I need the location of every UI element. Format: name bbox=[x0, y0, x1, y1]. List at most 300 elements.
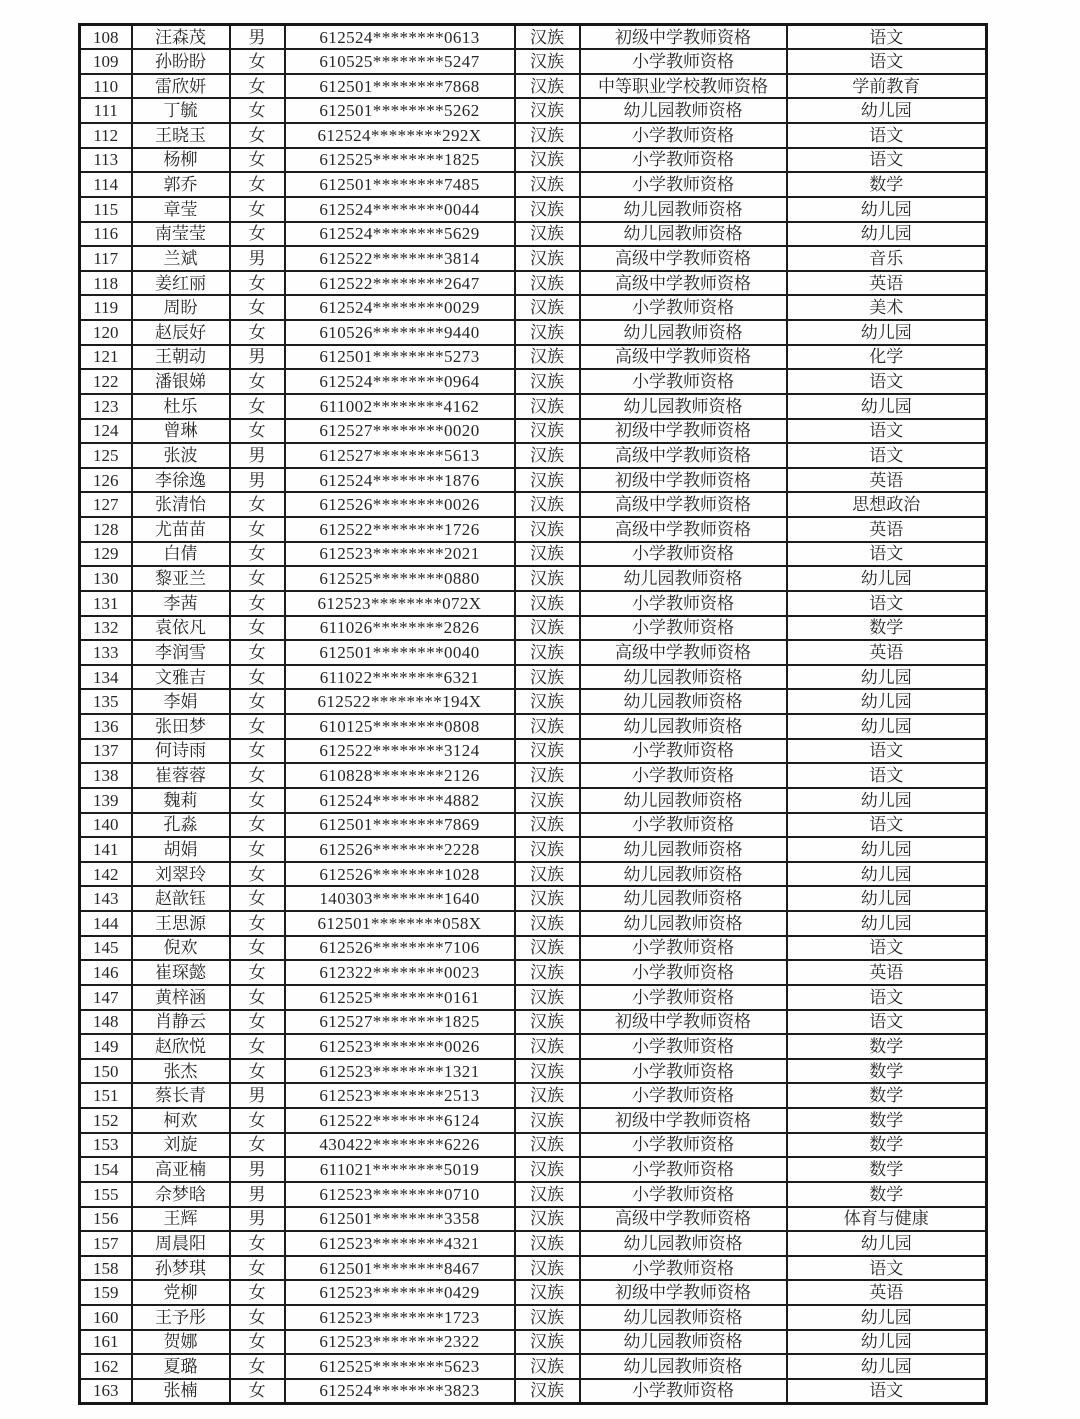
name-cell: 文雅吉 bbox=[132, 665, 230, 690]
name-cell: 尤苗苗 bbox=[132, 517, 230, 542]
table-row bbox=[80, 640, 987, 665]
qualification-type-cell: 幼儿园教师资格 bbox=[580, 98, 787, 123]
qualification-type-cell: 小学教师资格 bbox=[580, 591, 787, 616]
name-cell: 杜乐 bbox=[132, 394, 230, 419]
gender-cell: 女 bbox=[230, 1034, 285, 1059]
gender-cell: 女 bbox=[230, 1133, 285, 1158]
name-cell: 肖静云 bbox=[132, 1010, 230, 1035]
teacher-qualification-table bbox=[78, 23, 988, 1405]
qualification-type-cell: 初级中学教师资格 bbox=[580, 25, 787, 50]
name-cell: 李茜 bbox=[132, 591, 230, 616]
id-number-cell: 612527********5613 bbox=[285, 443, 515, 468]
ethnicity-cell: 汉族 bbox=[515, 172, 580, 197]
qualification-type-cell: 小学教师资格 bbox=[580, 148, 787, 173]
subject-cell: 语文 bbox=[787, 419, 987, 444]
row-number-cell: 150 bbox=[80, 1059, 132, 1084]
table-row bbox=[80, 1231, 987, 1256]
row-number-cell: 113 bbox=[80, 148, 132, 173]
qualification-type-cell: 小学教师资格 bbox=[580, 763, 787, 788]
name-cell: 王朝动 bbox=[132, 345, 230, 370]
subject-cell: 幼儿园 bbox=[787, 862, 987, 887]
row-number-cell: 131 bbox=[80, 591, 132, 616]
subject-cell: 语文 bbox=[787, 739, 987, 764]
id-number-cell: 610526********9440 bbox=[285, 320, 515, 345]
ethnicity-cell: 汉族 bbox=[515, 886, 580, 911]
ethnicity-cell: 汉族 bbox=[515, 222, 580, 247]
ethnicity-cell: 汉族 bbox=[515, 246, 580, 271]
subject-cell: 学前教育 bbox=[787, 74, 987, 99]
table-row bbox=[80, 98, 987, 123]
ethnicity-cell: 汉族 bbox=[515, 591, 580, 616]
qualification-type-cell: 幼儿园教师资格 bbox=[580, 1305, 787, 1330]
table-row bbox=[80, 369, 987, 394]
subject-cell: 幼儿园 bbox=[787, 394, 987, 419]
row-number-cell: 160 bbox=[80, 1305, 132, 1330]
ethnicity-cell: 汉族 bbox=[515, 689, 580, 714]
id-number-cell: 612501********0040 bbox=[285, 640, 515, 665]
qualification-type-cell: 小学教师资格 bbox=[580, 542, 787, 567]
id-number-cell: 612526********2228 bbox=[285, 837, 515, 862]
row-number-cell: 159 bbox=[80, 1280, 132, 1305]
table-row bbox=[80, 197, 987, 222]
name-cell: 赵辰好 bbox=[132, 320, 230, 345]
id-number-cell: 611026********2826 bbox=[285, 616, 515, 641]
id-number-cell: 610828********2126 bbox=[285, 763, 515, 788]
name-cell: 杨柳 bbox=[132, 148, 230, 173]
gender-cell: 女 bbox=[230, 1256, 285, 1281]
ethnicity-cell: 汉族 bbox=[515, 98, 580, 123]
row-number-cell: 158 bbox=[80, 1256, 132, 1281]
gender-cell: 女 bbox=[230, 591, 285, 616]
subject-cell: 语文 bbox=[787, 25, 987, 50]
row-number-cell: 148 bbox=[80, 1010, 132, 1035]
qualification-type-cell: 幼儿园教师资格 bbox=[580, 320, 787, 345]
gender-cell: 女 bbox=[230, 1231, 285, 1256]
name-cell: 白倩 bbox=[132, 542, 230, 567]
ethnicity-cell: 汉族 bbox=[515, 1133, 580, 1158]
table-row bbox=[80, 1330, 987, 1355]
name-cell: 王辉 bbox=[132, 1207, 230, 1232]
gender-cell: 女 bbox=[230, 222, 285, 247]
table-row bbox=[80, 1059, 987, 1084]
subject-cell: 语文 bbox=[787, 1010, 987, 1035]
subject-cell: 语文 bbox=[787, 1256, 987, 1281]
name-cell: 赵歆钰 bbox=[132, 886, 230, 911]
subject-cell: 幼儿园 bbox=[787, 665, 987, 690]
row-number-cell: 155 bbox=[80, 1182, 132, 1207]
name-cell: 南莹莹 bbox=[132, 222, 230, 247]
gender-cell: 女 bbox=[230, 492, 285, 517]
gender-cell: 女 bbox=[230, 1354, 285, 1379]
row-number-cell: 129 bbox=[80, 542, 132, 567]
subject-cell: 幼儿园 bbox=[787, 197, 987, 222]
gender-cell: 男 bbox=[230, 246, 285, 271]
table-row bbox=[80, 443, 987, 468]
qualification-type-cell: 小学教师资格 bbox=[580, 985, 787, 1010]
row-number-cell: 147 bbox=[80, 985, 132, 1010]
ethnicity-cell: 汉族 bbox=[515, 714, 580, 739]
qualification-type-cell: 初级中学教师资格 bbox=[580, 1108, 787, 1133]
name-cell: 李娟 bbox=[132, 689, 230, 714]
row-number-cell: 110 bbox=[80, 74, 132, 99]
gender-cell: 女 bbox=[230, 985, 285, 1010]
ethnicity-cell: 汉族 bbox=[515, 123, 580, 148]
subject-cell: 幼儿园 bbox=[787, 1330, 987, 1355]
subject-cell: 化学 bbox=[787, 345, 987, 370]
id-number-cell: 612527********0020 bbox=[285, 419, 515, 444]
row-number-cell: 151 bbox=[80, 1083, 132, 1108]
qualification-type-cell: 小学教师资格 bbox=[580, 49, 787, 74]
gender-cell: 男 bbox=[230, 443, 285, 468]
id-number-cell: 612501********7869 bbox=[285, 813, 515, 838]
name-cell: 柯欢 bbox=[132, 1108, 230, 1133]
table-row bbox=[80, 123, 987, 148]
subject-cell: 幼儿园 bbox=[787, 886, 987, 911]
qualification-type-cell: 小学教师资格 bbox=[580, 936, 787, 961]
name-cell: 孙盼盼 bbox=[132, 49, 230, 74]
row-number-cell: 115 bbox=[80, 197, 132, 222]
row-number-cell: 119 bbox=[80, 295, 132, 320]
qualification-type-cell: 小学教师资格 bbox=[580, 616, 787, 641]
id-number-cell: 612523********2322 bbox=[285, 1330, 515, 1355]
id-number-cell: 612523********1723 bbox=[285, 1305, 515, 1330]
gender-cell: 女 bbox=[230, 517, 285, 542]
gender-cell: 女 bbox=[230, 394, 285, 419]
row-number-cell: 139 bbox=[80, 788, 132, 813]
row-number-cell: 127 bbox=[80, 492, 132, 517]
table-row bbox=[80, 960, 987, 985]
gender-cell: 女 bbox=[230, 295, 285, 320]
gender-cell: 女 bbox=[230, 1108, 285, 1133]
qualification-type-cell: 幼儿园教师资格 bbox=[580, 197, 787, 222]
subject-cell: 英语 bbox=[787, 960, 987, 985]
row-number-cell: 137 bbox=[80, 739, 132, 764]
qualification-type-cell: 小学教师资格 bbox=[580, 1133, 787, 1158]
id-number-cell: 612525********0880 bbox=[285, 566, 515, 591]
ethnicity-cell: 汉族 bbox=[515, 1157, 580, 1182]
ethnicity-cell: 汉族 bbox=[515, 1354, 580, 1379]
id-number-cell: 612523********2513 bbox=[285, 1083, 515, 1108]
gender-cell: 女 bbox=[230, 714, 285, 739]
table-row bbox=[80, 665, 987, 690]
table-row bbox=[80, 1280, 987, 1305]
ethnicity-cell: 汉族 bbox=[515, 616, 580, 641]
table-row bbox=[80, 345, 987, 370]
qualification-type-cell: 高级中学教师资格 bbox=[580, 517, 787, 542]
subject-cell: 数学 bbox=[787, 1059, 987, 1084]
subject-cell: 数学 bbox=[787, 616, 987, 641]
id-number-cell: 612523********072X bbox=[285, 591, 515, 616]
subject-cell: 幼儿园 bbox=[787, 714, 987, 739]
subject-cell: 数学 bbox=[787, 1157, 987, 1182]
gender-cell: 女 bbox=[230, 271, 285, 296]
table-row bbox=[80, 542, 987, 567]
table-row bbox=[80, 886, 987, 911]
ethnicity-cell: 汉族 bbox=[515, 1059, 580, 1084]
table-row bbox=[80, 911, 987, 936]
id-number-cell: 612523********0710 bbox=[285, 1182, 515, 1207]
ethnicity-cell: 汉族 bbox=[515, 1305, 580, 1330]
table-row bbox=[80, 763, 987, 788]
gender-cell: 女 bbox=[230, 960, 285, 985]
subject-cell: 幼儿园 bbox=[787, 788, 987, 813]
name-cell: 张楠 bbox=[132, 1379, 230, 1404]
subject-cell: 数学 bbox=[787, 1034, 987, 1059]
table-row bbox=[80, 320, 987, 345]
gender-cell: 男 bbox=[230, 1083, 285, 1108]
subject-cell: 语文 bbox=[787, 985, 987, 1010]
qualification-type-cell: 幼儿园教师资格 bbox=[580, 837, 787, 862]
table-row bbox=[80, 1354, 987, 1379]
id-number-cell: 612526********0026 bbox=[285, 492, 515, 517]
qualification-type-cell: 小学教师资格 bbox=[580, 739, 787, 764]
gender-cell: 女 bbox=[230, 566, 285, 591]
qualification-type-cell: 小学教师资格 bbox=[580, 369, 787, 394]
row-number-cell: 124 bbox=[80, 419, 132, 444]
row-number-cell: 109 bbox=[80, 49, 132, 74]
gender-cell: 男 bbox=[230, 25, 285, 50]
table-row bbox=[80, 222, 987, 247]
ethnicity-cell: 汉族 bbox=[515, 1108, 580, 1133]
table-row bbox=[80, 172, 987, 197]
subject-cell: 幼儿园 bbox=[787, 1231, 987, 1256]
ethnicity-cell: 汉族 bbox=[515, 345, 580, 370]
qualification-type-cell: 幼儿园教师资格 bbox=[580, 222, 787, 247]
ethnicity-cell: 汉族 bbox=[515, 25, 580, 50]
subject-cell: 数学 bbox=[787, 172, 987, 197]
gender-cell: 女 bbox=[230, 148, 285, 173]
id-number-cell: 612527********1825 bbox=[285, 1010, 515, 1035]
row-number-cell: 140 bbox=[80, 813, 132, 838]
ethnicity-cell: 汉族 bbox=[515, 788, 580, 813]
id-number-cell: 612501********8467 bbox=[285, 1256, 515, 1281]
subject-cell: 体育与健康 bbox=[787, 1207, 987, 1232]
ethnicity-cell: 汉族 bbox=[515, 419, 580, 444]
gender-cell: 女 bbox=[230, 862, 285, 887]
id-number-cell: 612524********292X bbox=[285, 123, 515, 148]
id-number-cell: 612501********3358 bbox=[285, 1207, 515, 1232]
subject-cell: 语文 bbox=[787, 369, 987, 394]
name-cell: 孔淼 bbox=[132, 813, 230, 838]
qualification-type-cell: 高级中学教师资格 bbox=[580, 246, 787, 271]
id-number-cell: 612523********1321 bbox=[285, 1059, 515, 1084]
gender-cell: 男 bbox=[230, 1207, 285, 1232]
qualification-type-cell: 幼儿园教师资格 bbox=[580, 689, 787, 714]
gender-cell: 女 bbox=[230, 1305, 285, 1330]
name-cell: 黄梓涵 bbox=[132, 985, 230, 1010]
name-cell: 佘梦晗 bbox=[132, 1182, 230, 1207]
ethnicity-cell: 汉族 bbox=[515, 148, 580, 173]
name-cell: 崔琛懿 bbox=[132, 960, 230, 985]
table-row bbox=[80, 517, 987, 542]
qualification-type-cell: 高级中学教师资格 bbox=[580, 443, 787, 468]
gender-cell: 男 bbox=[230, 345, 285, 370]
qualification-type-cell: 小学教师资格 bbox=[580, 1182, 787, 1207]
qualification-type-cell: 小学教师资格 bbox=[580, 295, 787, 320]
row-number-cell: 122 bbox=[80, 369, 132, 394]
ethnicity-cell: 汉族 bbox=[515, 1231, 580, 1256]
row-number-cell: 118 bbox=[80, 271, 132, 296]
subject-cell: 语文 bbox=[787, 542, 987, 567]
ethnicity-cell: 汉族 bbox=[515, 295, 580, 320]
ethnicity-cell: 汉族 bbox=[515, 1182, 580, 1207]
ethnicity-cell: 汉族 bbox=[515, 813, 580, 838]
name-cell: 汪森茂 bbox=[132, 25, 230, 50]
subject-cell: 语文 bbox=[787, 443, 987, 468]
id-number-cell: 612501********7485 bbox=[285, 172, 515, 197]
subject-cell: 英语 bbox=[787, 271, 987, 296]
ethnicity-cell: 汉族 bbox=[515, 1010, 580, 1035]
id-number-cell: 612523********0429 bbox=[285, 1280, 515, 1305]
id-number-cell: 612525********0161 bbox=[285, 985, 515, 1010]
qualification-type-cell: 幼儿园教师资格 bbox=[580, 665, 787, 690]
gender-cell: 男 bbox=[230, 468, 285, 493]
gender-cell: 女 bbox=[230, 763, 285, 788]
subject-cell: 音乐 bbox=[787, 246, 987, 271]
gender-cell: 女 bbox=[230, 542, 285, 567]
id-number-cell: 612522********194X bbox=[285, 689, 515, 714]
row-number-cell: 149 bbox=[80, 1034, 132, 1059]
gender-cell: 女 bbox=[230, 1010, 285, 1035]
id-number-cell: 612524********0044 bbox=[285, 197, 515, 222]
row-number-cell: 141 bbox=[80, 837, 132, 862]
name-cell: 孙梦琪 bbox=[132, 1256, 230, 1281]
table-row bbox=[80, 813, 987, 838]
id-number-cell: 612524********4882 bbox=[285, 788, 515, 813]
qualification-type-cell: 幼儿园教师资格 bbox=[580, 566, 787, 591]
ethnicity-cell: 汉族 bbox=[515, 1083, 580, 1108]
gender-cell: 女 bbox=[230, 98, 285, 123]
qualification-type-cell: 小学教师资格 bbox=[580, 123, 787, 148]
ethnicity-cell: 汉族 bbox=[515, 443, 580, 468]
row-number-cell: 154 bbox=[80, 1157, 132, 1182]
table-row bbox=[80, 1010, 987, 1035]
ethnicity-cell: 汉族 bbox=[515, 763, 580, 788]
qualification-type-cell: 幼儿园教师资格 bbox=[580, 1231, 787, 1256]
id-number-cell: 612522********1726 bbox=[285, 517, 515, 542]
id-number-cell: 612501********7868 bbox=[285, 74, 515, 99]
row-number-cell: 142 bbox=[80, 862, 132, 887]
name-cell: 兰斌 bbox=[132, 246, 230, 271]
subject-cell: 语文 bbox=[787, 591, 987, 616]
table-row bbox=[80, 295, 987, 320]
name-cell: 王予彤 bbox=[132, 1305, 230, 1330]
id-number-cell: 611002********4162 bbox=[285, 394, 515, 419]
row-number-cell: 138 bbox=[80, 763, 132, 788]
qualification-type-cell: 中等职业学校教师资格 bbox=[580, 74, 787, 99]
qualification-type-cell: 小学教师资格 bbox=[580, 1083, 787, 1108]
subject-cell: 数学 bbox=[787, 1133, 987, 1158]
row-number-cell: 161 bbox=[80, 1330, 132, 1355]
ethnicity-cell: 汉族 bbox=[515, 394, 580, 419]
id-number-cell: 610525********5247 bbox=[285, 49, 515, 74]
name-cell: 张田梦 bbox=[132, 714, 230, 739]
row-number-cell: 152 bbox=[80, 1108, 132, 1133]
name-cell: 刘旋 bbox=[132, 1133, 230, 1158]
table-row bbox=[80, 1034, 987, 1059]
id-number-cell: 612525********1825 bbox=[285, 148, 515, 173]
row-number-cell: 123 bbox=[80, 394, 132, 419]
qualification-type-cell: 幼儿园教师资格 bbox=[580, 862, 787, 887]
name-cell: 周盼 bbox=[132, 295, 230, 320]
id-number-cell: 612522********3124 bbox=[285, 739, 515, 764]
row-number-cell: 133 bbox=[80, 640, 132, 665]
gender-cell: 女 bbox=[230, 689, 285, 714]
qualification-type-cell: 高级中学教师资格 bbox=[580, 1207, 787, 1232]
name-cell: 李润雪 bbox=[132, 640, 230, 665]
subject-cell: 数学 bbox=[787, 1182, 987, 1207]
name-cell: 曾琳 bbox=[132, 419, 230, 444]
gender-cell: 女 bbox=[230, 788, 285, 813]
table-row bbox=[80, 616, 987, 641]
gender-cell: 女 bbox=[230, 640, 285, 665]
id-number-cell: 612523********2021 bbox=[285, 542, 515, 567]
id-number-cell: 612524********3823 bbox=[285, 1379, 515, 1404]
subject-cell: 幼儿园 bbox=[787, 1354, 987, 1379]
ethnicity-cell: 汉族 bbox=[515, 1207, 580, 1232]
name-cell: 袁依凡 bbox=[132, 616, 230, 641]
row-number-cell: 132 bbox=[80, 616, 132, 641]
table-row bbox=[80, 1083, 987, 1108]
subject-cell: 数学 bbox=[787, 1083, 987, 1108]
row-number-cell: 120 bbox=[80, 320, 132, 345]
gender-cell: 女 bbox=[230, 197, 285, 222]
id-number-cell: 612526********7106 bbox=[285, 936, 515, 961]
subject-cell: 幼儿园 bbox=[787, 1305, 987, 1330]
id-number-cell: 612523********0026 bbox=[285, 1034, 515, 1059]
subject-cell: 语文 bbox=[787, 123, 987, 148]
row-number-cell: 144 bbox=[80, 911, 132, 936]
name-cell: 黎亚兰 bbox=[132, 566, 230, 591]
table-row bbox=[80, 25, 987, 50]
name-cell: 何诗雨 bbox=[132, 739, 230, 764]
gender-cell: 女 bbox=[230, 1379, 285, 1404]
ethnicity-cell: 汉族 bbox=[515, 1379, 580, 1404]
id-number-cell: 612526********1028 bbox=[285, 862, 515, 887]
name-cell: 夏璐 bbox=[132, 1354, 230, 1379]
table-row bbox=[80, 1108, 987, 1133]
id-number-cell: 612522********6124 bbox=[285, 1108, 515, 1133]
qualification-type-cell: 小学教师资格 bbox=[580, 1256, 787, 1281]
id-number-cell: 612524********0613 bbox=[285, 25, 515, 50]
ethnicity-cell: 汉族 bbox=[515, 74, 580, 99]
id-number-cell: 612524********0964 bbox=[285, 369, 515, 394]
qualification-type-cell: 幼儿园教师资格 bbox=[580, 1330, 787, 1355]
table-row bbox=[80, 1256, 987, 1281]
qualification-type-cell: 小学教师资格 bbox=[580, 813, 787, 838]
ethnicity-cell: 汉族 bbox=[515, 640, 580, 665]
ethnicity-cell: 汉族 bbox=[515, 665, 580, 690]
name-cell: 雷欣妍 bbox=[132, 74, 230, 99]
table-row bbox=[80, 492, 987, 517]
qualification-type-cell: 高级中学教师资格 bbox=[580, 345, 787, 370]
gender-cell: 女 bbox=[230, 369, 285, 394]
ethnicity-cell: 汉族 bbox=[515, 369, 580, 394]
id-number-cell: 611022********6321 bbox=[285, 665, 515, 690]
name-cell: 周晨阳 bbox=[132, 1231, 230, 1256]
name-cell: 潘银娣 bbox=[132, 369, 230, 394]
subject-cell: 英语 bbox=[787, 1280, 987, 1305]
ethnicity-cell: 汉族 bbox=[515, 468, 580, 493]
row-number-cell: 116 bbox=[80, 222, 132, 247]
table-row bbox=[80, 837, 987, 862]
subject-cell: 数学 bbox=[787, 1108, 987, 1133]
row-number-cell: 135 bbox=[80, 689, 132, 714]
table-row bbox=[80, 1157, 987, 1182]
table-row bbox=[80, 394, 987, 419]
qualification-type-cell: 小学教师资格 bbox=[580, 1379, 787, 1404]
gender-cell: 男 bbox=[230, 1182, 285, 1207]
